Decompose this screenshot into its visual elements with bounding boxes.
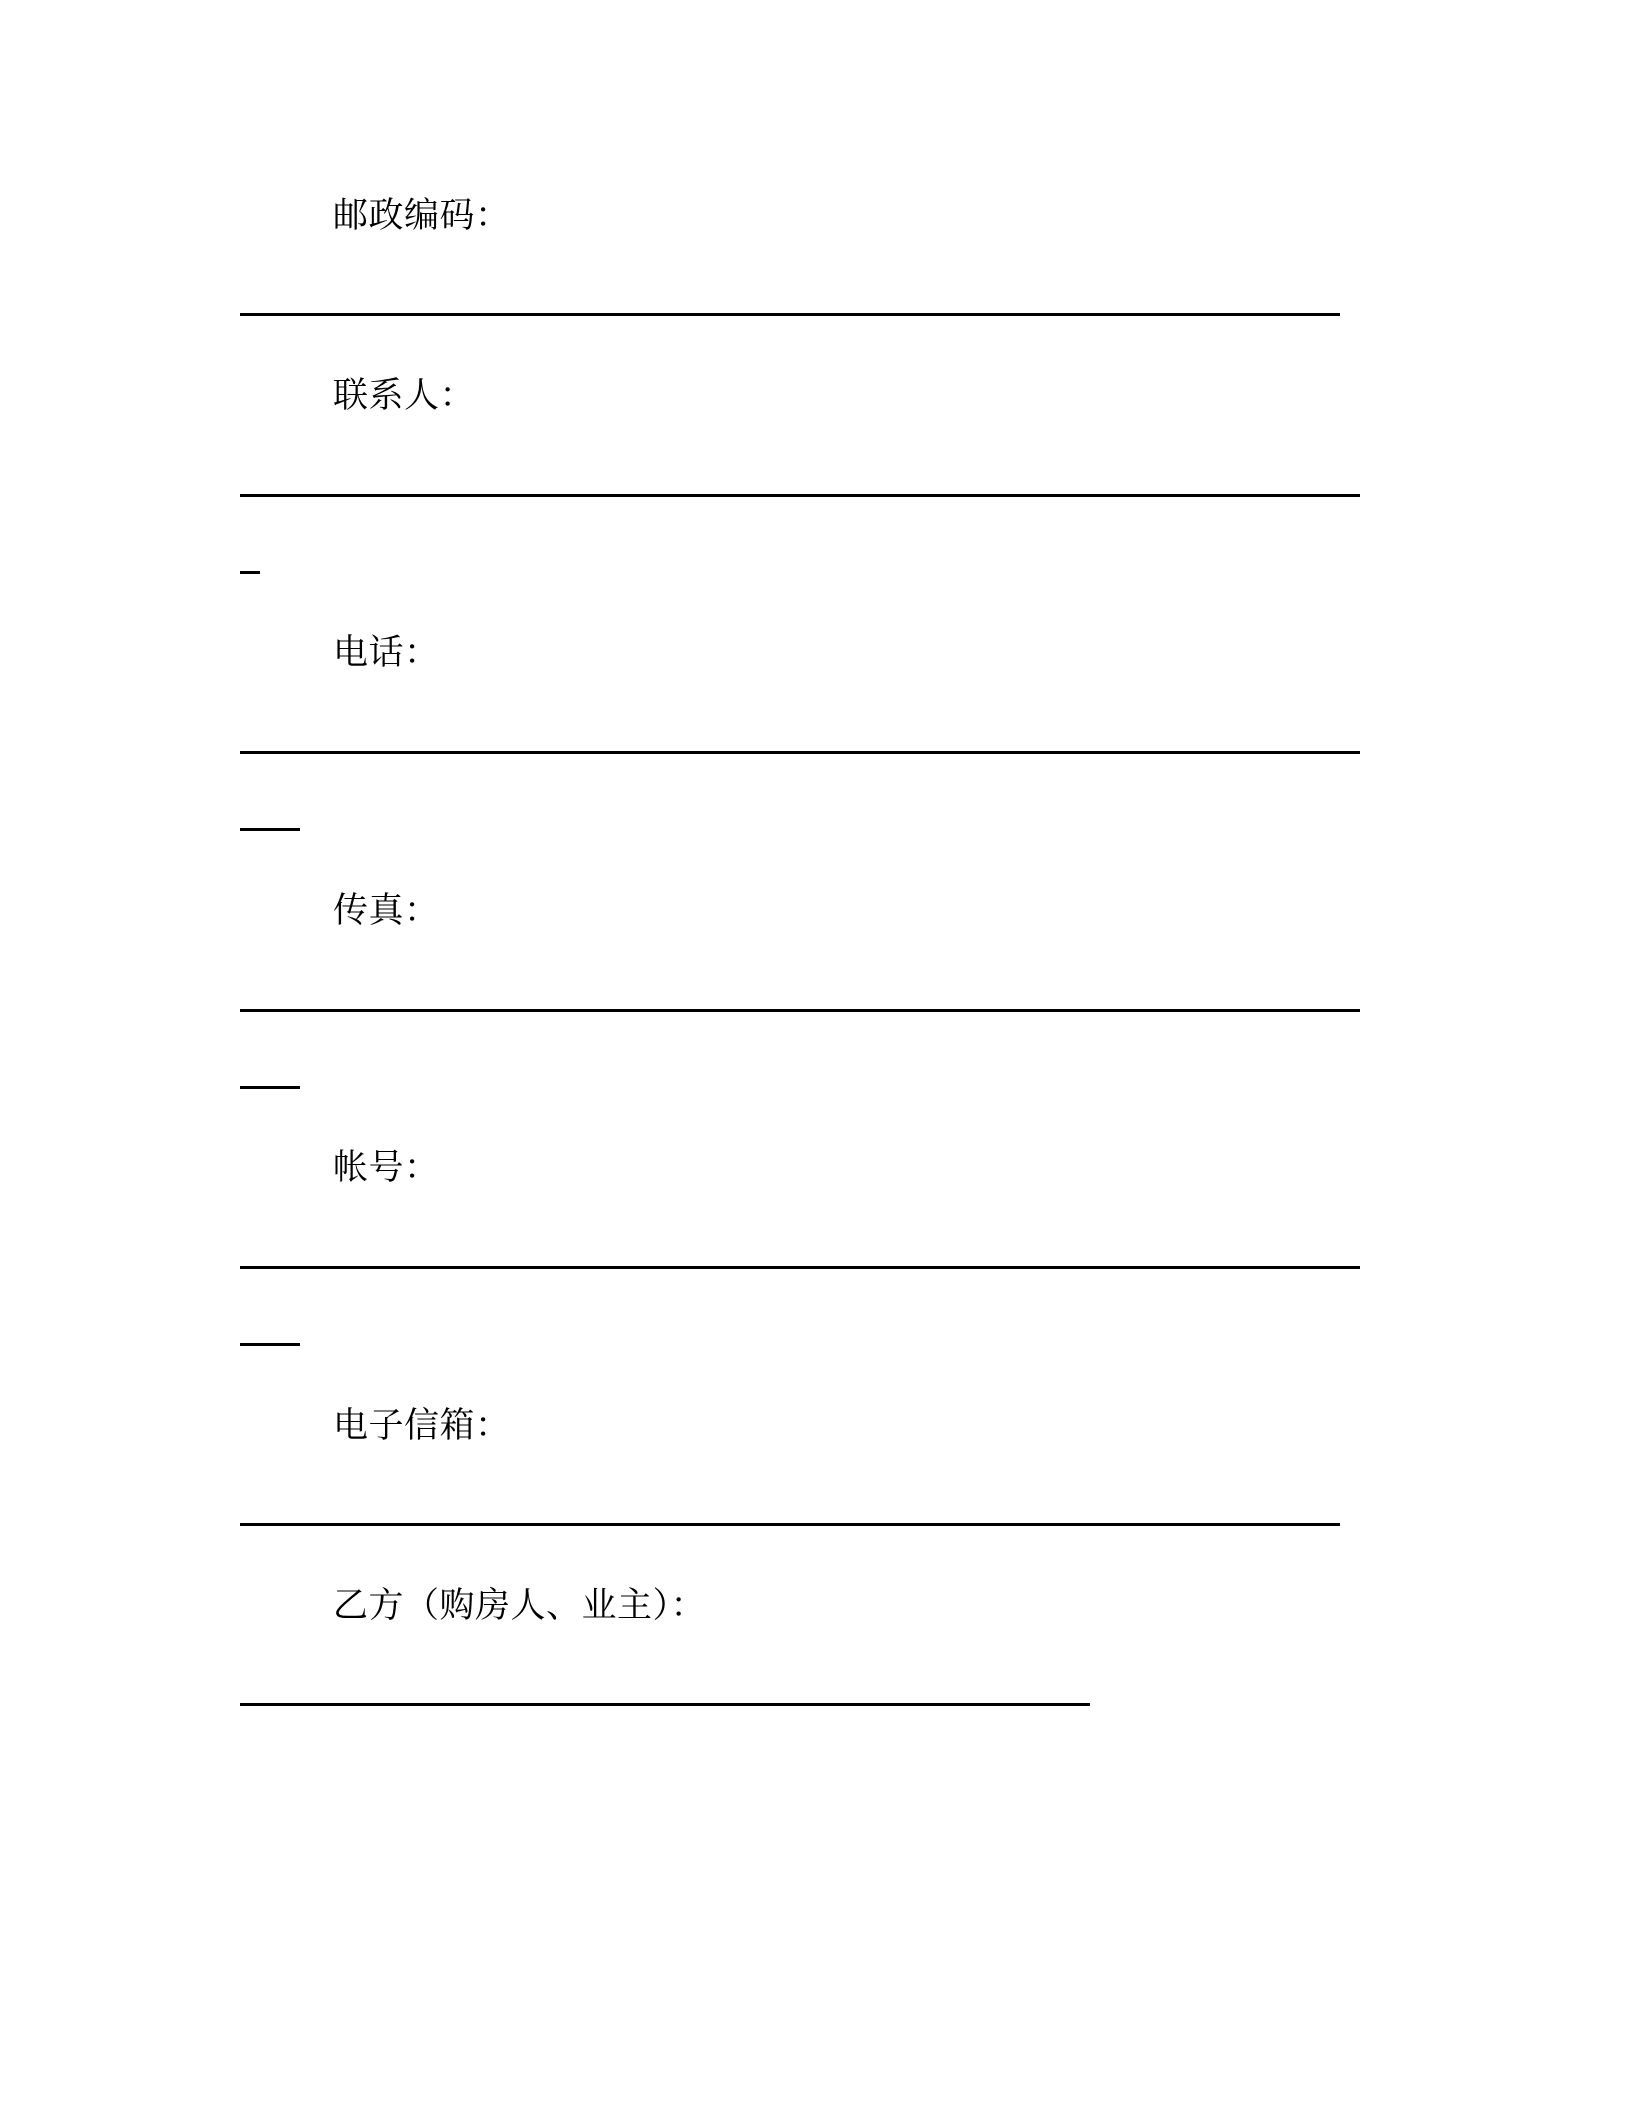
fax-fill-line-continued xyxy=(240,1086,300,1089)
contact-person-label: 联系人： xyxy=(333,376,476,416)
account-number-fill-line-continued xyxy=(240,1343,300,1346)
postal-code-fill-line xyxy=(240,313,1340,316)
postal-code-label: 邮政编码： xyxy=(333,196,511,236)
contact-person-fill-line-continued xyxy=(240,571,260,574)
phone-fill-line-continued xyxy=(240,828,300,831)
email-label: 电子信箱： xyxy=(333,1406,511,1446)
email-fill-line xyxy=(240,1523,1340,1526)
phone-label: 电话： xyxy=(333,633,440,673)
account-number-fill-line xyxy=(240,1266,1360,1269)
party-b-label: 乙方（购房人、业主）： xyxy=(333,1586,707,1626)
account-number-label: 帐号： xyxy=(333,1148,440,1188)
contact-person-fill-line xyxy=(240,494,1360,497)
fax-fill-line xyxy=(240,1009,1360,1012)
phone-fill-line xyxy=(240,751,1360,754)
fax-label: 传真： xyxy=(333,891,440,931)
party-b-fill-line xyxy=(240,1703,1090,1706)
